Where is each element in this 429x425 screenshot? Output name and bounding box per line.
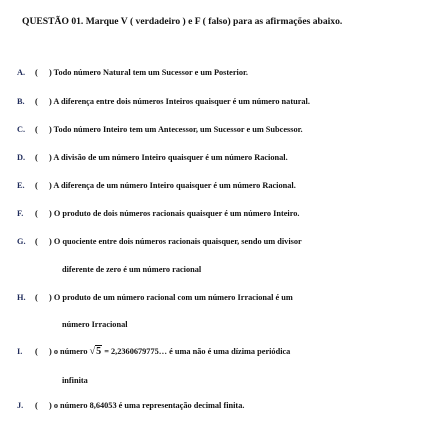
statement-text-pre: ) o número [49,347,88,356]
statement-text: ) Todo número Inteiro tem um Antecessor, um Sucessor e um Subcessor. [49,125,303,134]
statement-text-post: = 2,2360679775… é uma não é uma dízima periódica [104,347,291,356]
answer-blank[interactable]: ( [35,97,38,106]
statement-letter: B. [17,97,25,106]
statement-e [17,181,296,190]
statement-text: ) A divisão de um número Inteiro quaisquer é um número Racional. [49,153,288,162]
statement-letter: C. [17,125,26,134]
statement-h [17,293,293,302]
statement-text: ) Todo número Natural tem um Sucessor e um Posterior. [49,68,248,77]
statement-d [17,153,288,162]
answer-blank[interactable]: ( [35,125,38,134]
statement-text: ) O produto de um número racional com um número Irracional é um [49,293,293,302]
statement-text: ) O quociente entre dois números racionais quaisquer, sendo um divisor [49,237,302,246]
statement-text: ) A diferença entre dois números Inteiros quaisquer é um número natural. [49,97,310,106]
answer-blank[interactable]: ( [35,209,38,218]
statement-letter: E. [17,181,25,190]
statement-g-continuation: diferente de zero é um número racional [62,265,202,274]
answer-blank[interactable]: ( [35,293,38,302]
statement-letter: A. [17,68,26,77]
answer-blank[interactable]: ( [35,401,38,410]
statement-text: ) A diferença de um número Inteiro quaisquer é um número Racional. [49,181,296,190]
statement-g [17,237,302,246]
question-title: QUESTÃO 01. Marque V ( verdadeiro ) e F ( falso) para as afirmações abaixo. [22,16,343,27]
statement-text: ) O produto de dois números racionais quaisquer é um número Inteiro. [49,209,300,218]
statement-c [17,125,303,134]
statement-letter: G. [17,237,26,246]
statement-j [17,401,244,410]
statement-a [17,68,248,77]
answer-blank[interactable]: ( [35,153,38,162]
answer-blank[interactable]: ( [35,181,38,190]
statement-i-continuation: infinita [62,376,88,385]
square-root-expression [90,346,103,357]
statement-letter: J. [17,401,24,410]
statement-text: ) o número 8,64053 é uma representação decimal finita. [49,401,245,410]
sqrt-symbol: √ [89,346,96,357]
sqrt-radicand: 5 [96,346,102,357]
statement-letter: F. [17,209,24,218]
statement-letter: I. [17,347,23,356]
answer-blank[interactable]: ( [35,237,38,246]
statement-letter: D. [17,153,26,162]
answer-blank[interactable]: ( [35,347,38,356]
answer-blank[interactable]: ( [35,68,38,77]
statement-f [17,209,299,218]
statement-i [17,346,290,357]
statement-b [17,97,310,106]
statement-h-continuation: número Irracional [62,320,128,329]
statement-letter: H. [17,293,26,302]
